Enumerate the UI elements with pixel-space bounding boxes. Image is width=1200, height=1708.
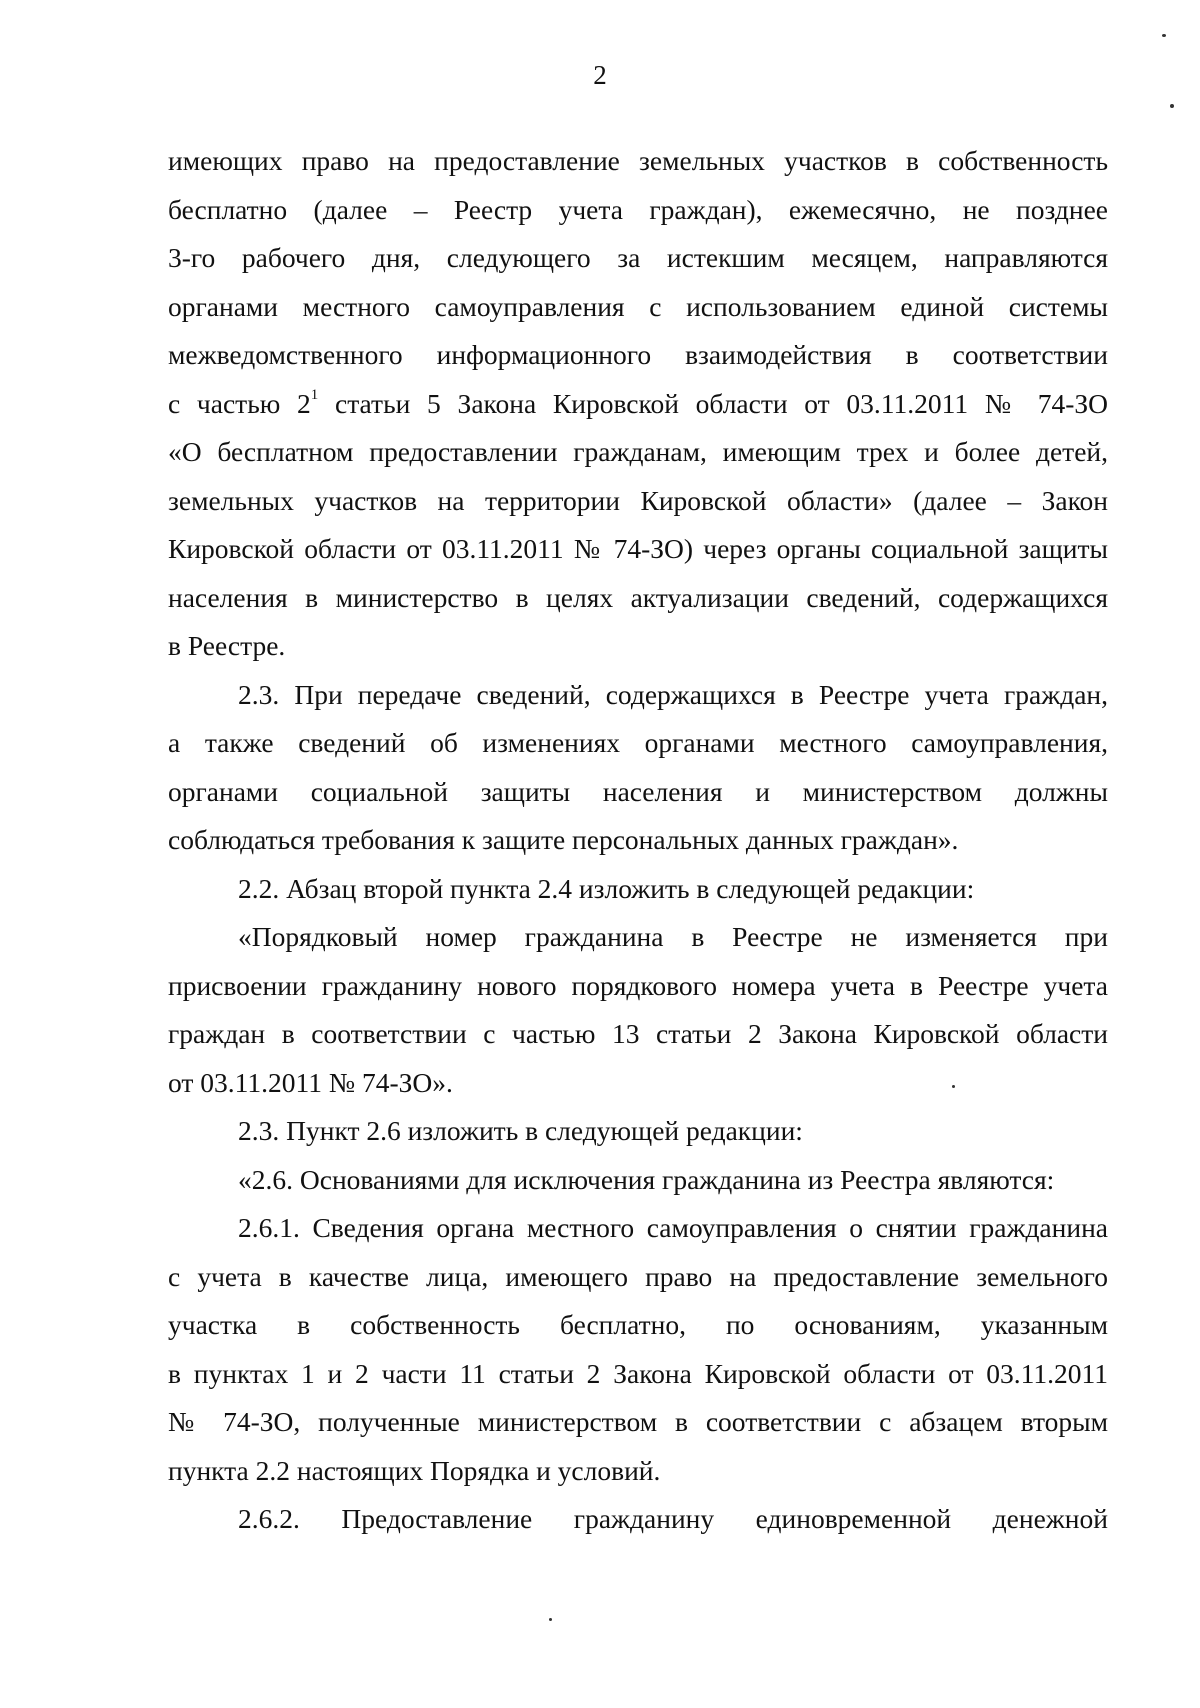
text-line: 3-го рабочего дня, следующего за истекшим месяцем, направляются — [168, 242, 1108, 273]
text-line: присвоении гражданину нового порядкового номера учета в Реестре учета — [168, 969, 1108, 1001]
text-line: 2.3. При передаче сведений, содержащихся в Реестре учета граждан, — [238, 678, 1108, 710]
text-line: в пунктах 1 и 2 части 11 статьи 2 Закона Кировской области от 03.11.2011 — [168, 1357, 1108, 1389]
text-line: Кировской области от 03.11.2011 № 74-ЗО) через органы социальной защиты — [168, 533, 1108, 564]
text-line: бесплатно (далее – Реестр учета граждан), ежемесячно, не позднее — [168, 193, 1108, 225]
text-fragment: статьи 5 Закона Кировской области от 03.11.2011 № 74-ЗО — [335, 387, 1108, 419]
text-line: органами местного самоуправления с использованием единой системы — [168, 290, 1108, 322]
scan-speck — [1170, 104, 1174, 108]
scan-speck — [952, 1085, 955, 1088]
text-line: № 74-ЗО, полученные министерством в соответствии с абзацем вторым — [168, 1406, 1108, 1437]
text-line: в Реестре. — [168, 630, 286, 661]
text-line: «О бесплатном предоставлении гражданам, имеющим трех и более детей, — [168, 436, 1108, 467]
text-line: «Порядковый номер гражданина в Реестре не изменяется при — [238, 921, 1108, 952]
page-number: 2 — [593, 60, 607, 90]
text-line: граждан в соответствии с частью 13 статьи 2 Закона Кировской области — [168, 1018, 1108, 1049]
document-body — [168, 137, 1108, 1544]
text-line: 2.6.1. Сведения органа местного самоуправления о снятии гражданина — [238, 1212, 1108, 1243]
text-fragment: с частью 2 — [168, 387, 311, 419]
text-line — [168, 380, 1108, 429]
text-line: 2.3. Пункт 2.6 изложить в следующей редакции: — [238, 1115, 803, 1146]
text-line: органами социальной защиты населения и министерством должны — [168, 775, 1108, 807]
scan-speck — [549, 1618, 552, 1621]
text-line: а также сведений об изменениях органами местного самоуправления, — [168, 727, 1108, 758]
text-line: населения в министерство в целях актуализации сведений, содержащихся — [168, 581, 1108, 613]
text-line: пункта 2.2 настоящих Порядка и условий. — [168, 1454, 661, 1486]
text-line: межведомственного информационного взаимодействия в соответствии — [168, 339, 1108, 370]
text-line: имеющих право на предоставление земельных участков в собственность — [168, 145, 1108, 176]
superscript: 1 — [310, 386, 319, 403]
text-line: «2.6. Основаниями для исключения гражданина из Реестра являются: — [238, 1163, 1055, 1195]
text-line: с учета в качестве лица, имеющего право на предоставление земельного — [168, 1260, 1108, 1292]
text-line: соблюдаться требования к защите персональных данных граждан». — [168, 824, 959, 855]
text-line: 2.6.2. Предоставление гражданину единовременной денежной — [238, 1503, 1108, 1534]
text-line: участка в собственность бесплатно, по основаниям, указанным — [168, 1309, 1108, 1340]
text-line: от 03.11.2011 № 74-ЗО». — [168, 1066, 453, 1098]
scan-speck — [1162, 34, 1166, 37]
text-line: 2.2. Абзац второй пункта 2.4 изложить в следующей редакции: — [238, 872, 975, 904]
text-line: земельных участков на территории Кировской области» (далее – Закон — [168, 484, 1108, 516]
